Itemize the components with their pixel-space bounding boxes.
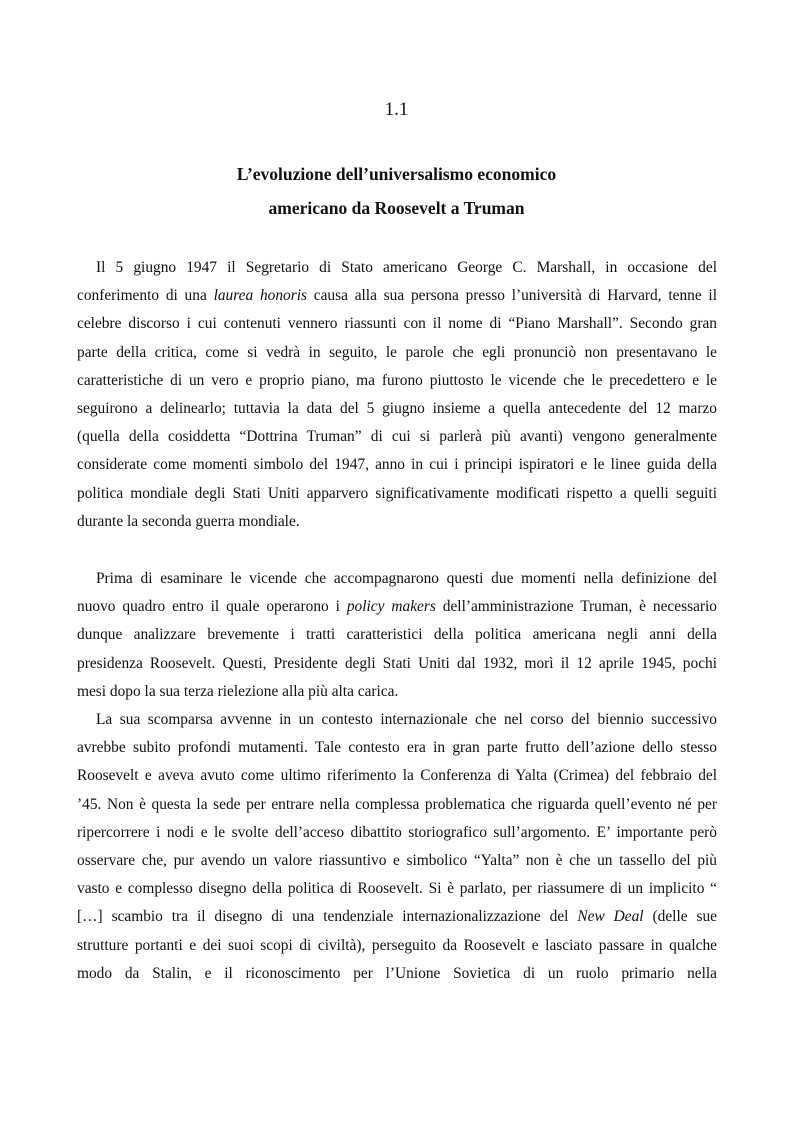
text-segment: ’45. Non è questa la sede per entrare nella complessa problematica che riguarda quell’evento né per [77, 795, 717, 813]
section-title-line-1: L’evoluzione dell’universalismo economico [236, 164, 557, 184]
text-line [77, 455, 717, 475]
text-segment: Il 5 giugno 1947 il Segretario di Stato americano George C. Marshall, in occasione del [96, 259, 717, 276]
text-line [77, 795, 717, 815]
italic-term: policy makers [346, 598, 436, 616]
text-segment: strutture portanti e dei suoi scopi di civiltà), perseguito da Roosevelt e lasciato passare in qualche [77, 936, 717, 954]
section-title-line-2: americano da Roosevelt a Truman [268, 198, 525, 218]
text-segment: presidenza Roosevelt. Questi, Presidente degli Stati Uniti dal 1932, morì il 12 aprile 1945, pochi [77, 654, 717, 672]
text-line [77, 710, 717, 730]
text-line [77, 597, 717, 617]
text-line [77, 399, 717, 419]
text-segment: (delle sue [643, 908, 717, 926]
text-segment: […] scambio tra il disegno di una tendenziale internazionalizzazione del [77, 908, 578, 926]
text-segment: politica mondiale degli Stati Uniti apparvero significativamente modificati rispetto a quelli seguiti [77, 484, 717, 502]
text-segment: mesi dopo la sua terza rielezione alla più alta carica. [77, 682, 399, 700]
text-line [77, 484, 717, 504]
italic-term: laurea honoris [213, 287, 307, 305]
text-line [77, 343, 717, 363]
text-line [77, 258, 717, 278]
text-segment: dunque analizzare brevemente i tratti caratteristici della politica americana negli anni della [77, 626, 717, 644]
text-segment: avrebbe subito profondi mutamenti. Tale contesto era in gran parte frutto dell’azione dello stesso [77, 739, 717, 757]
text-line [77, 823, 717, 843]
text-line [77, 964, 717, 984]
text-segment: ripercorrere i nodi e le svolte dell’acceso dibattito storiografico sull’argomento. E’ importante però [77, 823, 717, 841]
text-segment: caratteristiche di un vero e proprio piano, ma furono piuttosto le vicende che le precedettero e le [77, 371, 717, 389]
text-line [77, 569, 717, 589]
text-line [77, 907, 717, 927]
text-segment: seguirono a delinearlo; tuttavia la data del 5 giugno insieme a quella antecedente del 12 marzo [77, 400, 717, 417]
text-segment: celebre discorso i cui contenuti vennero riassunti con il nome di “Piano Marshall”. Secondo gran [77, 315, 717, 333]
text-segment: conferimento di una [77, 287, 214, 305]
text-line [77, 682, 717, 702]
text-segment: (quella della cosiddetta “Dottrina Truman” di cui si parlerà più avanti) vengono generalmente [77, 428, 717, 446]
text-segment: Roosevelt e aveva avuto come ultimo riferimento la Conferenza di Yalta (Crimea) del febbraio del [77, 767, 717, 785]
text-line [77, 879, 717, 899]
section-number: 1.1 [384, 99, 409, 120]
text-line [77, 286, 717, 306]
text-line [77, 936, 717, 956]
text-line [77, 512, 717, 532]
text-segment: osservare che, pur avendo un valore riassuntivo e simbolico “Yalta” non è che un tassello del più [77, 852, 717, 869]
text-segment: considerate come momenti simbolo del 1947, anno in cui i principi ispiratori e le linee guida della [77, 456, 717, 474]
text-line [77, 654, 717, 674]
text-line [77, 427, 717, 447]
text-line [77, 314, 717, 334]
text-segment: vasto e complesso disegno della politica di Roosevelt. Si è parlato, per riassumere di un implicito “ [77, 880, 717, 898]
text-segment: durante la seconda guerra mondiale. [77, 512, 300, 530]
text-line [77, 371, 717, 391]
text-segment: causa alla sua persona presso l’università di Harvard, tenne il [306, 287, 717, 305]
text-segment: Prima di esaminare le vicende che accompagnarono questi due momenti nella definizione del [96, 570, 717, 587]
text-line [77, 766, 717, 786]
text-segment: modo da Stalin, e il riconoscimento per l’Unione Sovietica di un ruolo primario nella [77, 964, 717, 982]
text-line [77, 625, 717, 645]
italic-term: New Deal [577, 908, 644, 926]
text-segment: La sua scomparsa avvenne in un contesto internazionale che nel corso del biennio successivo [96, 711, 717, 728]
text-line [77, 851, 717, 871]
text-segment: dell’amministrazione Truman, è necessario [435, 598, 717, 616]
text-segment: parte della critica, come si vedrà in seguito, le parole che egli pronunciò non presentavano le [77, 343, 717, 361]
text-line [77, 738, 717, 758]
text-segment: nuovo quadro entro il quale operarono i [77, 598, 347, 616]
